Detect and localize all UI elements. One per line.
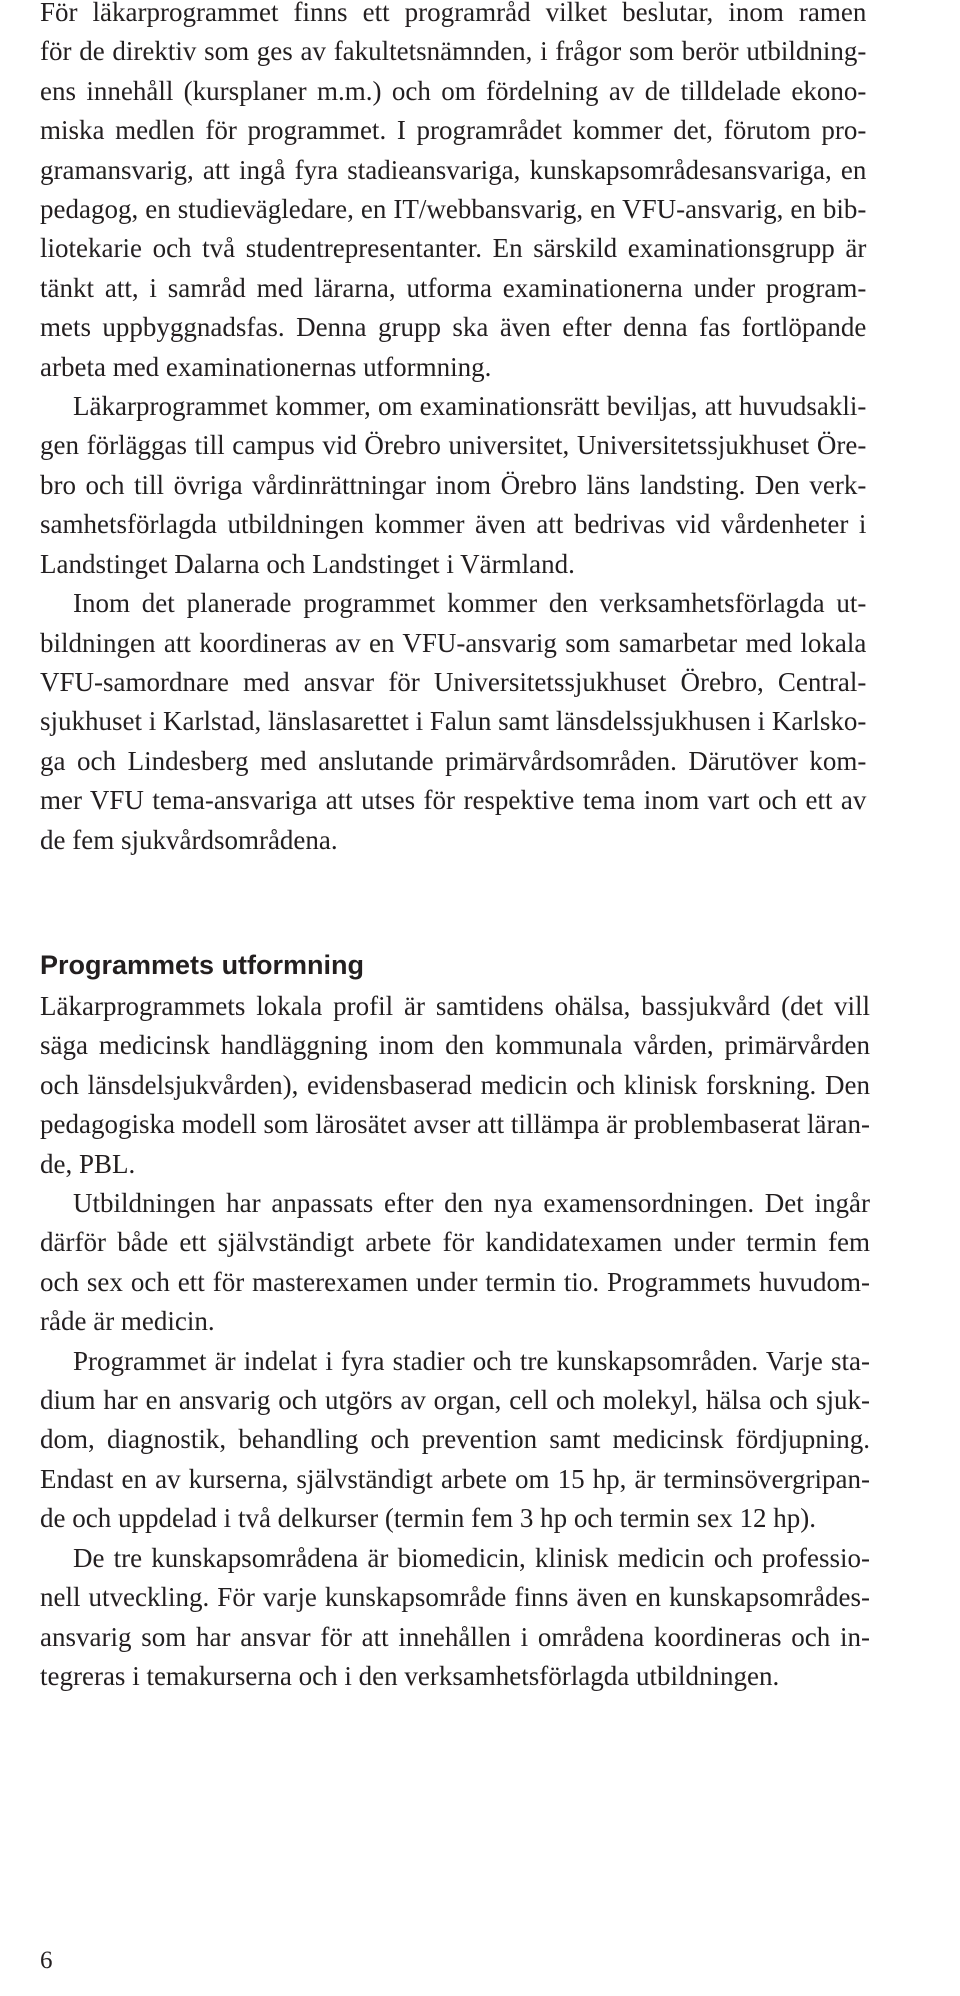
text-line: Inom det planerade programmet kommer den verksamhetsförlagda ut-	[73, 588, 867, 619]
text-line: miska medlen för programmet. I programrådet kommer det, förutom pro-	[40, 115, 867, 146]
body-text-section-2	[40, 987, 870, 1696]
text-line: säga medicinsk handläggning inom den kommunala vården, primärvården	[40, 1030, 870, 1061]
text-line: därför både ett självständigt arbete för kandidatexamen under termin fem	[40, 1227, 870, 1258]
text-line: nell utveckling. För varje kunskapsområde finns även en kunskapsområdes-	[40, 1582, 870, 1613]
text-line: ansvarig som har ansvar för att innehållen i områdena koordineras och in-	[40, 1621, 870, 1652]
text-line: ga och Lindesberg med anslutande primärvårdsområden. Därutöver kom-	[40, 745, 867, 776]
text-line: mer VFU tema-ansvariga att utses för respektive tema inom vart och ett av	[40, 785, 867, 816]
text-line: de fem sjukvårdsområdena.	[40, 824, 338, 855]
text-line: dium har en ansvarig och utgörs av organ, cell och molekyl, hälsa och sjuk-	[40, 1385, 870, 1416]
text-line: tänkt att, i samråd med lärarna, utforma examinationerna under program-	[40, 272, 867, 303]
text-line: de och uppdelad i två delkurser (termin fem 3 hp och termin sex 12 hp).	[40, 1503, 817, 1534]
text-line: samhetsförlagda utbildningen kommer även att bedrivas vid vårdenheter i	[40, 509, 867, 540]
text-line: bro och till övriga vårdinrättningar inom Örebro läns landsting. Den verk-	[40, 469, 867, 500]
text-line: De tre kunskapsområdena är biomedicin, klinisk medicin och professio-	[73, 1542, 870, 1573]
text-line: mets uppbyggnadsfas. Denna grupp ska även efter denna fas fortlöpande	[40, 312, 867, 343]
text-line: för de direktiv som ges av fakultetsnämnden, i frågor som berör utbildning-	[40, 36, 867, 67]
body-text-section-1	[40, 0, 866, 860]
text-line: pedagogiska modell som lärosätet avser att tillämpa är problembaserat läran-	[40, 1109, 870, 1140]
text-line: Utbildningen har anpassats efter den nya examensordningen. Det ingår	[73, 1188, 870, 1219]
text-line: gramansvarig, att ingå fyra stadieansvariga, kunskapsområdesansvariga, en	[40, 154, 867, 185]
text-line: Läkarprogrammet kommer, om examinationsrätt beviljas, att huvudsakli-	[73, 391, 867, 422]
text-line: dom, diagnostik, behandling och prevention samt medicinsk fördjupning.	[40, 1424, 870, 1455]
text-line: ens innehåll (kursplaner m.m.) och om fördelning av de tilldelade ekono-	[40, 75, 867, 106]
text-line: Läkarprogrammets lokala profil är samtidens ohälsa, bassjukvård (det vill	[40, 991, 870, 1021]
text-line: Endast en av kurserna, självständigt arbete om 15 hp, är terminsövergripan-	[40, 1463, 870, 1494]
text-line: Landstinget Dalarna och Landstinget i Värmland.	[40, 548, 575, 579]
text-line: arbeta med examinationernas utformning.	[40, 351, 492, 382]
text-line: bildningen att koordineras av en VFU-ansvarig som samarbetar med lokala	[40, 627, 867, 658]
section-heading: Programmets utformning	[40, 950, 365, 980]
text-line: de, PBL.	[40, 1148, 136, 1179]
text-line: pedagog, en studievägledare, en IT/webbansvarig, en VFU-ansvarig, en bib-	[40, 194, 867, 225]
text-line: liotekarie och två studentrepresentanter. En särskild examinationsgrupp är	[40, 233, 867, 264]
text-line: och sex och ett för masterexamen under termin tio. Programmets huvudom-	[40, 1266, 870, 1297]
text-line: och länsdelsjukvården), evidensbaserad medicin och klinisk forskning. Den	[40, 1069, 870, 1100]
page-number: 6	[40, 1947, 53, 1974]
text-line: VFU-samordnare med ansvar för Universitetssjukhuset Örebro, Central-	[40, 666, 867, 697]
text-line: För läkarprogrammet finns ett programråd vilket beslutar, inom ramen	[40, 0, 867, 27]
text-line: sjukhuset i Karlstad, länslasarettet i Falun samt länsdelssjukhusen i Karlsko-	[40, 706, 867, 737]
text-line: råde är medicin.	[40, 1306, 215, 1337]
text-line: tegreras i temakurserna och i den verksamhetsförlagda utbildningen.	[40, 1660, 780, 1691]
text-line: gen förläggas till campus vid Örebro universitet, Universitetssjukhuset Öre-	[40, 430, 867, 461]
text-line: Programmet är indelat i fyra stadier och tre kunskapsområden. Varje sta-	[73, 1345, 870, 1376]
